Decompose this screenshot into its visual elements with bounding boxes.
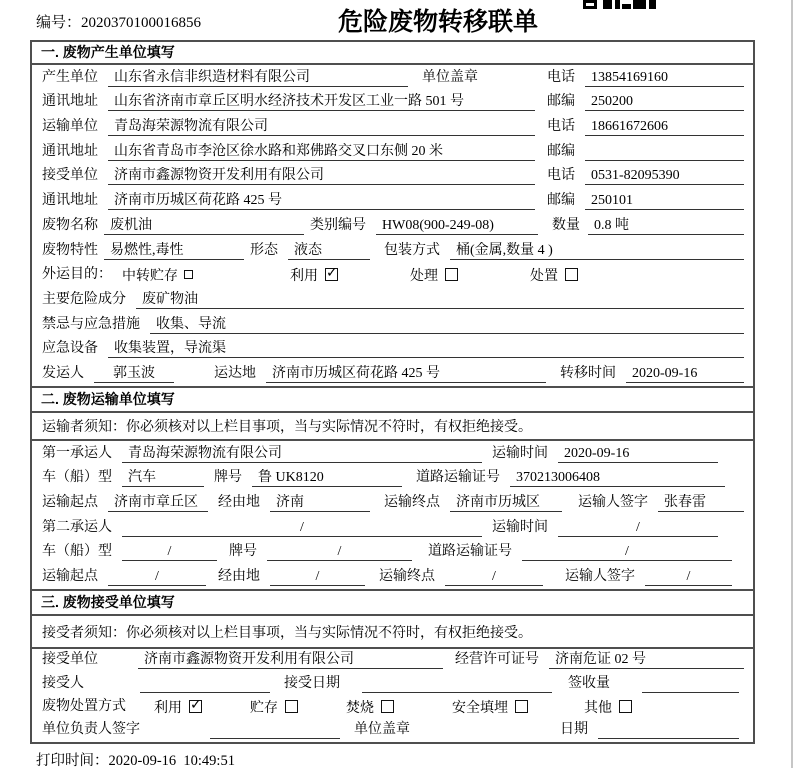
vehicle-type-label: 车（船）型 <box>42 544 112 560</box>
page-title: 危险废物转移联单 <box>337 8 538 36</box>
carrier-sign-value: / <box>645 568 732 586</box>
receiver-zip-value: 250101 <box>585 192 744 210</box>
accept-date-value <box>362 675 552 693</box>
taboo-value: 收集、导流 <box>150 316 744 334</box>
zip-label: 邮编 <box>547 143 575 159</box>
plate-label: 牌号 <box>214 470 242 486</box>
responsible-sign-label: 单位负责人签字 <box>42 722 140 737</box>
option-label: 利用 <box>290 269 318 285</box>
row-vehicle1 <box>32 466 753 491</box>
pack-label: 包装方式 <box>384 242 440 258</box>
purpose-option-dispose <box>530 266 744 284</box>
disposal-option-incinerate <box>346 698 452 716</box>
road-license-value: 370213006408 <box>510 469 725 487</box>
checkbox-icon <box>381 700 394 713</box>
qr-code-fragment-icon <box>583 0 657 10</box>
option-label: 利用 <box>154 700 182 716</box>
operating-license-label: 经营许可证号 <box>455 652 539 668</box>
row-waste-name <box>32 213 753 238</box>
phone-label: 电话 <box>547 168 575 184</box>
row-route1 <box>32 490 753 515</box>
checkbox-icon <box>445 268 458 281</box>
purpose-option-transfer-storage <box>122 266 290 284</box>
serial-value: 2020370100016856 <box>81 15 202 31</box>
section2-notice <box>32 413 753 441</box>
date-label: 日期 <box>560 722 588 737</box>
route-start-label: 运输起点 <box>42 569 98 585</box>
route-start-value: / <box>108 568 206 586</box>
zip-label: 邮编 <box>547 94 575 110</box>
section2-body <box>32 441 753 589</box>
transporter-left <box>42 118 547 136</box>
row-transporter <box>32 114 753 139</box>
section3-body <box>32 649 753 742</box>
transporter-address-value: 山东省青岛市李沧区徐水路和郑佛路交叉口东侧 20 米 <box>108 143 535 161</box>
transport-time-label: 运输时间 <box>492 445 548 461</box>
carrier1-value: 青岛海荣源物流有限公司 <box>122 445 482 463</box>
destination-value: 济南市历城区荷花路 425 号 <box>266 365 546 383</box>
route-start-label: 运输起点 <box>42 495 98 511</box>
checkbox-icon <box>285 700 298 713</box>
producer-value: 山东省永信非织造材料有限公司 <box>108 69 408 87</box>
quantity-label: 数量 <box>552 217 580 233</box>
checkbox-icon <box>619 700 632 713</box>
taboo-label: 禁忌与应急措施 <box>42 316 140 332</box>
plate-label: 牌号 <box>229 544 257 560</box>
carrier-sign-label: 运输人签字 <box>578 495 648 511</box>
traits-value: 易燃性,毒性 <box>104 242 244 260</box>
print-time-label: 打印时间： <box>36 753 109 768</box>
disposal-label: 废物处置方式 <box>42 698 126 714</box>
seal-label: 单位盖章 <box>422 69 478 85</box>
option-label: 焚烧 <box>346 700 374 716</box>
sender-label: 发运人 <box>42 365 84 381</box>
option-label: 中转贮存 <box>122 269 178 285</box>
route-via-value: / <box>270 568 365 586</box>
vehicle-type-value: 汽车 <box>122 469 204 487</box>
row-receiver <box>32 164 753 189</box>
accept-person-label: 接受人 <box>42 675 84 691</box>
row-vehicle2 <box>32 540 753 565</box>
checkbox-icon <box>325 268 338 281</box>
sign-quantity-label: 签收量 <box>568 675 610 691</box>
transporter-zip-value <box>585 143 744 161</box>
sender-value: 郭玉波 <box>94 365 174 383</box>
print-time-line <box>36 749 235 768</box>
carrier1-label: 第一承运人 <box>42 445 112 461</box>
notice-text: 运输者须知：你必须核对以上栏目事项，当与实际情况不符时，有权拒绝接受。 <box>42 420 532 435</box>
option-label: 其他 <box>584 700 612 716</box>
producer-label: 产生单位 <box>42 69 98 85</box>
address-label: 通讯地址 <box>42 94 98 110</box>
producer-zip-value: 250200 <box>585 93 744 111</box>
row-transporter-address <box>32 139 753 164</box>
section1-body <box>32 65 753 386</box>
row-receipt <box>32 672 753 695</box>
waste-name-value: 废机油 <box>104 217 304 235</box>
row-first-carrier <box>32 441 753 466</box>
producer-address-value: 山东省济南市章丘区明水经济技术开发区工业一路 501 号 <box>108 93 535 111</box>
row-emergency-equipment <box>32 337 753 362</box>
receiver-addr-left <box>42 192 547 210</box>
carrier-sign-value: 张春雷 <box>658 494 744 512</box>
route-via-label: 经由地 <box>218 569 260 585</box>
carrier-sign-label: 运输人签字 <box>565 569 635 585</box>
transporter-phone-value: 18661672606 <box>585 118 744 136</box>
phone-label: 电话 <box>547 69 575 85</box>
transport-time-value: 2020-09-16 <box>558 445 718 463</box>
route-end-value: / <box>445 568 543 586</box>
pack-value: 桶(金属,数量 4 ) <box>450 242 744 260</box>
section3-notice <box>32 616 753 649</box>
receiver-value: 济南市鑫源物资开发利用有限公司 <box>108 167 535 185</box>
disposal-option-landfill <box>452 698 584 716</box>
transfer-time-value: 2020-09-16 <box>626 365 744 383</box>
receiver-label: 接受单位 <box>42 168 98 184</box>
route-end-value: 济南市历城区 <box>450 494 562 512</box>
row-accept-unit <box>32 649 753 672</box>
row-purpose <box>32 263 753 288</box>
operating-license-value: 济南危证 02 号 <box>549 651 744 669</box>
checkbox-icon <box>515 700 528 713</box>
vehicle-type-label: 车（船）型 <box>42 470 112 486</box>
transporter-label: 运输单位 <box>42 119 98 135</box>
option-label: 安全填埋 <box>452 700 508 716</box>
section1-header: 一. 废物产生单位填写 <box>32 42 753 65</box>
serial-label: 编号： <box>36 15 82 31</box>
receiver-left <box>42 167 547 185</box>
route-via-value: 济南 <box>270 494 370 512</box>
road-license-value: / <box>522 543 732 561</box>
receiver-address-value: 济南市历城区荷花路 425 号 <box>108 192 535 210</box>
waste-name-label: 废物名称 <box>42 217 98 233</box>
checkbox-icon <box>189 700 202 713</box>
route-end-label: 运输终点 <box>384 495 440 511</box>
print-time-value: 2020-09-16 10:49:51 <box>108 753 235 768</box>
destination-label: 运达地 <box>214 365 256 381</box>
checkbox-icon <box>184 270 193 279</box>
transporter-addr-left <box>42 143 547 161</box>
responsible-sign-value <box>210 721 340 739</box>
road-license-label: 道路运输证号 <box>416 470 500 486</box>
disposal-option-use <box>154 698 250 716</box>
producer-addr-left <box>42 93 547 111</box>
row-waste-traits <box>32 238 753 263</box>
viewer-edge-line <box>791 0 793 768</box>
date-value <box>598 721 739 739</box>
transport-time-label: 运输时间 <box>492 519 548 535</box>
carrier2-value: / <box>122 519 482 537</box>
purpose-option-use <box>290 266 410 284</box>
producer-phone-value: 13854169160 <box>585 69 744 87</box>
row-producer <box>32 65 753 90</box>
equipment-value: 收集装置，导流渠 <box>108 340 744 358</box>
address-label: 通讯地址 <box>42 143 98 159</box>
accept-date-label: 接受日期 <box>284 675 340 691</box>
option-label: 贮存 <box>250 700 278 716</box>
accept-unit-label: 接受单位 <box>42 652 98 668</box>
transporter-value: 青岛海荣源物流有限公司 <box>108 118 535 136</box>
zip-label: 邮编 <box>547 193 575 209</box>
row-disposal-method <box>32 696 753 719</box>
transport-time-value: / <box>558 519 718 537</box>
road-license-label: 道路运输证号 <box>428 544 512 560</box>
producer-left <box>42 69 547 87</box>
accept-person-value <box>140 675 270 693</box>
option-label: 处理 <box>410 269 438 285</box>
disposal-option-other <box>584 698 744 716</box>
waste-code-value: HW08(900-249-08) <box>376 217 538 235</box>
sign-quantity-value <box>642 675 739 693</box>
section2-header: 二. 废物运输单位填写 <box>32 386 753 413</box>
disposal-option-storage <box>250 698 346 716</box>
vehicle-type-value: / <box>122 543 217 561</box>
form-label: 形态 <box>250 242 278 258</box>
purpose-label: 外运目的： <box>42 267 112 283</box>
row-responsible-sign <box>32 719 753 742</box>
route-via-label: 经由地 <box>218 495 260 511</box>
phone-label: 电话 <box>547 119 575 135</box>
row-producer-address <box>32 90 753 115</box>
unit-seal-label: 单位盖章 <box>354 722 410 737</box>
notice-text: 接受者须知：你必须核对以上栏目事项，当与实际情况不符时，有权拒绝接受。 <box>42 625 532 641</box>
hazard-value: 废矿物油 <box>136 291 744 309</box>
route-end-label: 运输终点 <box>379 569 435 585</box>
carrier2-label: 第二承运人 <box>42 519 112 535</box>
waste-code-label: 类别编号 <box>310 217 366 233</box>
accept-unit-value: 济南市鑫源物资开发利用有限公司 <box>138 651 443 669</box>
receiver-phone-value: 0531-82095390 <box>585 167 744 185</box>
checkbox-icon <box>565 268 578 281</box>
row-receiver-address <box>32 188 753 213</box>
row-taboo-measures <box>32 312 753 337</box>
plate-value: 鲁 UK8120 <box>252 469 402 487</box>
hazard-label: 主要危险成分 <box>42 291 126 307</box>
option-label: 处置 <box>530 269 558 285</box>
form-value: 液态 <box>288 242 370 260</box>
section3-header: 三. 废物接受单位填写 <box>32 589 753 616</box>
purpose-option-treat <box>410 266 530 284</box>
transfer-time-label: 转移时间 <box>560 365 616 381</box>
row-route2 <box>32 564 753 589</box>
route-start-value: 济南市章丘区 <box>108 494 208 512</box>
plate-value: / <box>267 543 412 561</box>
row-second-carrier <box>32 515 753 540</box>
row-hazard-component <box>32 287 753 312</box>
traits-label: 废物特性 <box>42 242 98 258</box>
quantity-value: 0.8 吨 <box>588 217 744 235</box>
row-dispatch <box>32 361 753 386</box>
equipment-label: 应急设备 <box>42 341 98 357</box>
address-label: 通讯地址 <box>42 193 98 209</box>
form-frame <box>30 40 755 744</box>
